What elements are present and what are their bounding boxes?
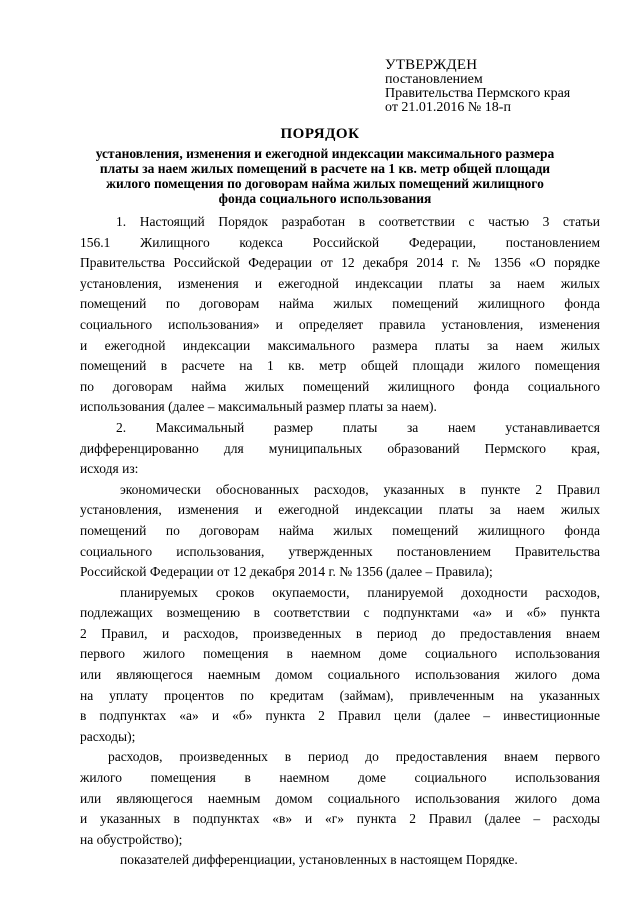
text-line: 1. Настоящий Порядок разработан в соответствии с частью 3 статьи [116,214,600,229]
text-line: на обустройство); [80,831,183,847]
text-line: на уплату процентов по кредитам (займам), привлеченным на указанных [80,687,600,703]
text-line: 156.1 Жилищного кодекса Российской Федерации, постановлением [80,234,600,250]
text-line: Правительства Российской Федерации от 12 декабря 2014 г. № 1356 «О порядке [80,255,600,271]
text-line: и ежегодной индексации максимального размера платы за наем жилых [80,337,600,353]
approval-heading: УТВЕРЖДЕН [385,57,478,73]
subtitle-line: установления, изменения и ежегодной индексации максимального размера [95,146,555,161]
subtitle-line: жилого помещения по договорам найма жилых помещений жилищного [106,176,544,191]
text-line: помещений в расчете на 1 кв. метр общей площади жилого помещения [80,358,600,374]
text-line: социального использования» и определяет правила установления, изменения [80,316,600,332]
text-line: помещений по договорам найма жилых помещений жилищного фонда [80,522,600,538]
text-line: 2. Максимальный размер платы за наем устанавливается [116,419,600,435]
text-line: использования (далее – максимальный размер платы за наем). [80,399,437,415]
text-line: дифференцированно для муниципальных образований Пермского края, [80,440,600,456]
text-line: 2 Правил, и расходов, произведенных в период до предоставления внаем [80,625,600,641]
text-line: помещений по договорам найма жилых помещений жилищного фонда [80,296,600,312]
text-line: или являющегося наемным домом социального использования жилого дома [80,667,600,683]
text-line: планируемых сроков окупаемости, планируемой доходности расходов, [120,584,600,600]
subtitle-line: фонда социального использования [218,191,432,206]
text-line: первого жилого помещения в наемном доме социального использования [80,646,600,662]
text-line: экономически обоснованных расходов, указанных в пункте 2 Правил [120,481,600,497]
text-line: социального использования, утвержденных постановлением Правительства [80,543,600,559]
text-line: по договорам найма жилых помещений жилищного фонда социального [80,378,600,394]
document-subtitle [60,146,590,206]
text-line: установления, изменения и ежегодной индексации платы за наем жилых [80,275,600,291]
text-line: или являющегося наемным домом социального использования жилого дома [80,790,600,806]
text-line: установления, изменения и ежегодной индексации платы за наем жилых [80,502,600,518]
text-line: и указанных в подпунктах «в» и «г» пункта 2 Правил (далее – расходы [80,811,600,827]
approval-date: от 21.01.2016 № 18-п [385,100,511,115]
text-line: показателей дифференциации, установленных в настоящем Порядке. [120,852,518,868]
text-line: Российской Федерации от 12 декабря 2014 г. № 1356 (далее – Правила); [80,564,493,580]
text-line: расходов, произведенных в период до предоставления внаем первого [108,749,600,765]
approval-block [385,58,570,115]
approval-line: Правительства Пермского края [385,86,571,101]
document-title: ПОРЯДОК [280,126,360,142]
text-line: жилого помещения в наемном доме социального использования [80,770,600,786]
subtitle-line: платы за наем жилых помещений в расчете на 1 кв. метр общей площади [99,161,551,176]
text-line: расходы); [80,728,136,744]
text-line: в подпунктах «а» и «б» пункта 2 Правил цели (далее – инвестиционные [80,708,600,724]
text-line: подлежащих возмещению в соответствии с подпунктами «а» и «б» пункта [80,605,600,621]
approval-line: постановлением [385,72,483,87]
text-line: исходя из: [80,461,139,477]
document-body [80,212,600,871]
